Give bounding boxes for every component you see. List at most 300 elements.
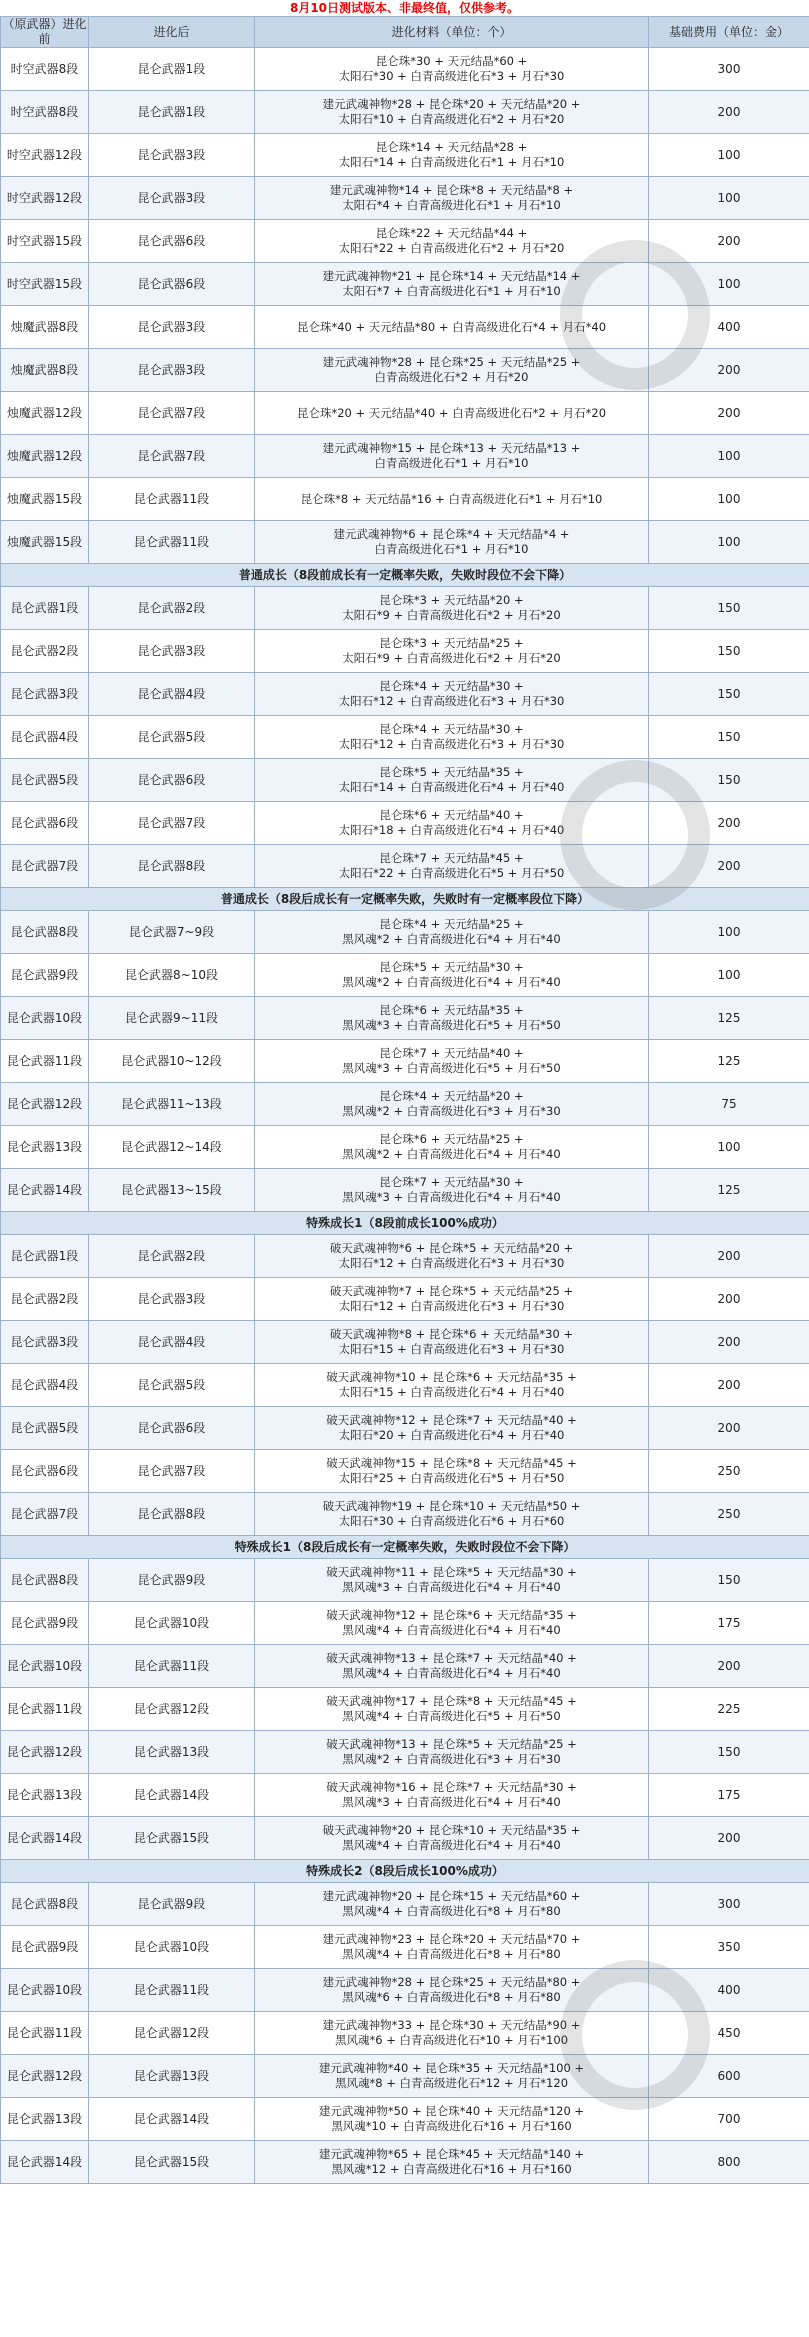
weapon-after-cell: 昆仑武器11段 — [89, 521, 255, 564]
weapon-before-cell: 昆仑武器6段 — [1, 802, 89, 845]
weapon-before-cell: 昆仑武器6段 — [1, 1450, 89, 1493]
materials-line: 昆仑珠*22 + 天元结晶*44 + — [375, 226, 528, 240]
table-row — [1, 1040, 809, 1083]
table-row — [1, 1493, 809, 1536]
materials-line: 黑风魂*2 + 白青高级进化石*4 + 月石*40 — [342, 1147, 561, 1161]
weapon-after-cell: 昆仑武器7段 — [89, 802, 255, 845]
materials-cell — [255, 1688, 649, 1731]
notice-banner: 8月10日测试版本、非最终值，仅供参考。 — [289, 1, 520, 15]
materials-line: 建元武魂神物*28 + 昆仑珠*25 + 天元结晶*80 + — [322, 1975, 581, 1989]
weapon-after-cell: 昆仑武器5段 — [89, 1364, 255, 1407]
weapon-after-cell: 昆仑武器8段 — [89, 845, 255, 888]
fee-cell: 200 — [649, 1235, 809, 1278]
materials-line: 建元武魂神物*40 + 昆仑珠*35 + 天元结晶*100 + — [318, 2061, 585, 2075]
materials-line: 昆仑珠*4 + 天元结晶*30 + — [379, 679, 524, 693]
section-title: 普通成长（8段后成长有一定概率失败，失败时有一定概率段位下降） — [1, 888, 809, 911]
weapon-before-cell: 烛魔武器15段 — [1, 521, 89, 564]
table-row — [1, 1083, 809, 1126]
materials-line: 太阳石*15 + 白青高级进化石*4 + 月石*40 — [338, 1385, 565, 1399]
materials-line: 太阳石*12 + 白青高级进化石*3 + 月石*30 — [338, 694, 565, 708]
weapon-before-cell: 烛魔武器8段 — [1, 349, 89, 392]
materials-line: 昆仑珠*40 + 天元结晶*80 + 白青高级进化石*4 + 月石*40 — [296, 319, 607, 334]
fee-cell: 100 — [649, 954, 809, 997]
weapon-after-cell: 昆仑武器9段 — [89, 1883, 255, 1926]
section-header-row — [1, 564, 809, 587]
fee-cell: 100 — [649, 177, 809, 220]
fee-cell: 175 — [649, 1602, 809, 1645]
materials-line: 破天武魂神物*13 + 昆仑珠*7 + 天元结晶*40 + — [326, 1651, 577, 1665]
materials-cell — [255, 1817, 649, 1860]
fee-cell: 100 — [649, 263, 809, 306]
weapon-before-cell: 昆仑武器11段 — [1, 1688, 89, 1731]
weapon-before-cell: 昆仑武器4段 — [1, 716, 89, 759]
materials-cell — [255, 1645, 649, 1688]
weapon-before-cell: 烛魔武器12段 — [1, 435, 89, 478]
fee-cell: 250 — [649, 1493, 809, 1536]
fee-cell: 200 — [649, 1817, 809, 1860]
weapon-after-cell: 昆仑武器10~12段 — [89, 1040, 255, 1083]
fee-cell: 200 — [649, 392, 809, 435]
header-fee: 基础费用（单位：金） — [649, 17, 809, 48]
weapon-after-cell: 昆仑武器6段 — [89, 220, 255, 263]
fee-cell: 300 — [649, 48, 809, 91]
weapon-before-cell: 昆仑武器13段 — [1, 2098, 89, 2141]
weapon-after-cell: 昆仑武器13段 — [89, 2055, 255, 2098]
table-row — [1, 48, 809, 91]
materials-cell — [255, 1235, 649, 1278]
table-row — [1, 220, 809, 263]
weapon-after-cell: 昆仑武器5段 — [89, 716, 255, 759]
materials-cell — [255, 954, 649, 997]
table-row — [1, 1169, 809, 1212]
materials-cell — [255, 630, 649, 673]
materials-line: 太阳石*7 + 白青高级进化石*1 + 月石*10 — [342, 284, 561, 298]
fee-cell: 200 — [649, 1645, 809, 1688]
materials-line: 昆仑珠*5 + 天元结晶*35 + — [379, 765, 524, 779]
table-row — [1, 521, 809, 564]
weapon-before-cell: 昆仑武器9段 — [1, 954, 89, 997]
weapon-after-cell: 昆仑武器12~14段 — [89, 1126, 255, 1169]
table-row — [1, 1235, 809, 1278]
materials-line: 破天武魂神物*13 + 昆仑珠*5 + 天元结晶*25 + — [326, 1737, 577, 1751]
materials-line: 黑风魂*2 + 白青高级进化石*3 + 月石*30 — [342, 1752, 561, 1766]
materials-cell — [255, 2098, 649, 2141]
weapon-after-cell: 昆仑武器14段 — [89, 1774, 255, 1817]
materials-line: 黑风魂*6 + 白青高级进化石*10 + 月石*100 — [334, 2033, 569, 2047]
materials-cell — [255, 134, 649, 177]
materials-cell — [255, 716, 649, 759]
materials-cell — [255, 1126, 649, 1169]
section-header-row — [1, 1536, 809, 1559]
weapon-after-cell: 昆仑武器7~9段 — [89, 911, 255, 954]
weapon-before-cell: 时空武器15段 — [1, 263, 89, 306]
table-row — [1, 1969, 809, 2012]
materials-line: 建元武魂神物*28 + 昆仑珠*25 + 天元结晶*25 + — [322, 355, 581, 369]
materials-cell — [255, 1364, 649, 1407]
weapon-after-cell: 昆仑武器7段 — [89, 435, 255, 478]
materials-line: 破天武魂神物*19 + 昆仑珠*10 + 天元结晶*50 + — [322, 1499, 581, 1513]
materials-line: 昆仑珠*5 + 天元结晶*30 + — [379, 960, 524, 974]
weapon-before-cell: 时空武器8段 — [1, 91, 89, 134]
materials-line: 建元武魂神物*65 + 昆仑珠*45 + 天元结晶*140 + — [318, 2147, 585, 2161]
weapon-before-cell: 烛魔武器12段 — [1, 392, 89, 435]
table-row — [1, 1774, 809, 1817]
materials-line: 黑风魂*12 + 白青高级进化石*16 + 月石*160 — [331, 2162, 572, 2176]
weapon-before-cell: 昆仑武器2段 — [1, 630, 89, 673]
weapon-before-cell: 昆仑武器10段 — [1, 1969, 89, 2012]
weapon-after-cell: 昆仑武器2段 — [89, 1235, 255, 1278]
weapon-before-cell: 时空武器12段 — [1, 177, 89, 220]
materials-line: 太阳石*18 + 白青高级进化石*4 + 月石*40 — [338, 823, 565, 837]
materials-line: 黑风魂*2 + 白青高级进化石*4 + 月石*40 — [342, 932, 561, 946]
weapon-before-cell: 昆仑武器13段 — [1, 1774, 89, 1817]
fee-cell: 125 — [649, 1169, 809, 1212]
fee-cell: 125 — [649, 1040, 809, 1083]
fee-cell: 250 — [649, 1450, 809, 1493]
materials-line: 昆仑珠*4 + 天元结晶*30 + — [379, 722, 524, 736]
fee-cell: 100 — [649, 911, 809, 954]
weapon-before-cell: 昆仑武器13段 — [1, 1126, 89, 1169]
fee-cell: 175 — [649, 1774, 809, 1817]
weapon-before-cell: 时空武器15段 — [1, 220, 89, 263]
materials-line: 黑风魂*8 + 白青高级进化石*12 + 月石*120 — [334, 2076, 569, 2090]
materials-cell — [255, 2012, 649, 2055]
section-header-row — [1, 888, 809, 911]
materials-line: 破天武魂神物*12 + 昆仑珠*7 + 天元结晶*40 + — [326, 1413, 577, 1427]
materials-cell — [255, 1883, 649, 1926]
fee-cell: 200 — [649, 220, 809, 263]
weapon-after-cell: 昆仑武器11段 — [89, 1645, 255, 1688]
materials-line: 太阳石*14 + 白青高级进化石*4 + 月石*40 — [338, 780, 565, 794]
table-row — [1, 673, 809, 716]
weapon-after-cell: 昆仑武器12段 — [89, 2012, 255, 2055]
section-title: 特殊成长1（8段前成长100%成功） — [1, 1212, 809, 1235]
weapon-before-cell: 昆仑武器14段 — [1, 2141, 89, 2184]
materials-cell — [255, 845, 649, 888]
table-row — [1, 478, 809, 521]
fee-cell: 100 — [649, 521, 809, 564]
evolution-table — [0, 16, 809, 2184]
weapon-before-cell: 昆仑武器5段 — [1, 1407, 89, 1450]
materials-line: 黑风魂*3 + 白青高级进化石*4 + 月石*40 — [342, 1190, 561, 1204]
weapon-before-cell: 时空武器12段 — [1, 134, 89, 177]
materials-line: 太阳石*4 + 白青高级进化石*1 + 月石*10 — [342, 198, 561, 212]
table-row — [1, 349, 809, 392]
table-row — [1, 587, 809, 630]
table-row — [1, 134, 809, 177]
weapon-before-cell: 昆仑武器7段 — [1, 1493, 89, 1536]
materials-line: 昆仑珠*8 + 天元结晶*16 + 白青高级进化石*1 + 月石*10 — [300, 491, 603, 506]
table-row — [1, 1364, 809, 1407]
table-row — [1, 802, 809, 845]
materials-line: 破天武魂神物*11 + 昆仑珠*5 + 天元结晶*30 + — [326, 1565, 577, 1579]
weapon-after-cell: 昆仑武器10段 — [89, 1602, 255, 1645]
fee-cell: 300 — [649, 1883, 809, 1926]
table-row — [1, 2141, 809, 2184]
weapon-before-cell: 昆仑武器7段 — [1, 845, 89, 888]
table-row — [1, 1817, 809, 1860]
materials-cell — [255, 1040, 649, 1083]
materials-line: 昆仑珠*7 + 天元结晶*40 + — [379, 1046, 524, 1060]
fee-cell: 125 — [649, 997, 809, 1040]
materials-cell — [255, 587, 649, 630]
weapon-before-cell: 昆仑武器4段 — [1, 1364, 89, 1407]
fee-cell: 600 — [649, 2055, 809, 2098]
table-row — [1, 1407, 809, 1450]
table-row — [1, 630, 809, 673]
weapon-after-cell: 昆仑武器15段 — [89, 1817, 255, 1860]
weapon-before-cell: 昆仑武器9段 — [1, 1926, 89, 1969]
weapon-before-cell: 烛魔武器15段 — [1, 478, 89, 521]
materials-cell — [255, 1278, 649, 1321]
materials-line: 黑风魂*3 + 白青高级进化石*4 + 月石*40 — [342, 1795, 561, 1809]
materials-line: 太阳石*12 + 白青高级进化石*3 + 月石*30 — [338, 1299, 565, 1313]
header-after: 进化后 — [89, 17, 255, 48]
weapon-after-cell: 昆仑武器8~10段 — [89, 954, 255, 997]
weapon-after-cell: 昆仑武器1段 — [89, 91, 255, 134]
fee-cell: 75 — [649, 1083, 809, 1126]
materials-line: 太阳石*14 + 白青高级进化石*1 + 月石*10 — [338, 155, 565, 169]
fee-cell: 400 — [649, 306, 809, 349]
table-header-row — [1, 17, 809, 48]
fee-cell: 100 — [649, 134, 809, 177]
materials-cell — [255, 1169, 649, 1212]
weapon-before-cell: 昆仑武器12段 — [1, 2055, 89, 2098]
materials-cell — [255, 673, 649, 716]
fee-cell: 700 — [649, 2098, 809, 2141]
weapon-before-cell: 昆仑武器11段 — [1, 2012, 89, 2055]
materials-line: 昆仑珠*30 + 天元结晶*60 + — [375, 54, 528, 68]
weapon-after-cell: 昆仑武器7段 — [89, 1450, 255, 1493]
table-row — [1, 911, 809, 954]
materials-line: 黑风魂*4 + 白青高级进化石*8 + 月石*80 — [342, 1947, 561, 1961]
materials-line: 白青高级进化石*2 + 月石*20 — [374, 370, 529, 384]
table-row — [1, 716, 809, 759]
materials-line: 太阳石*12 + 白青高级进化石*3 + 月石*30 — [338, 737, 565, 751]
materials-line: 破天武魂神物*10 + 昆仑珠*6 + 天元结晶*35 + — [326, 1370, 577, 1384]
table-row — [1, 759, 809, 802]
materials-line: 黑风魂*3 + 白青高级进化石*5 + 月石*50 — [342, 1018, 561, 1032]
fee-cell: 200 — [649, 1407, 809, 1450]
table-row — [1, 2098, 809, 2141]
materials-line: 黑风魂*4 + 白青高级进化石*4 + 月石*40 — [342, 1623, 561, 1637]
materials-line: 昆仑珠*7 + 天元结晶*45 + — [379, 851, 524, 865]
fee-cell: 225 — [649, 1688, 809, 1731]
materials-line: 昆仑珠*4 + 天元结晶*20 + — [379, 1089, 524, 1103]
materials-line: 黑风魂*6 + 白青高级进化石*8 + 月石*80 — [342, 1990, 561, 2004]
header-materials: 进化材料（单位：个） — [255, 17, 649, 48]
materials-line: 破天武魂神物*8 + 昆仑珠*6 + 天元结晶*30 + — [329, 1327, 574, 1341]
table-row — [1, 177, 809, 220]
table-row — [1, 1321, 809, 1364]
weapon-after-cell: 昆仑武器10段 — [89, 1926, 255, 1969]
weapon-after-cell: 昆仑武器3段 — [89, 349, 255, 392]
materials-cell — [255, 2141, 649, 2184]
materials-line: 太阳石*20 + 白青高级进化石*4 + 月石*40 — [338, 1428, 565, 1442]
materials-cell — [255, 997, 649, 1040]
table-row — [1, 1731, 809, 1774]
fee-cell: 450 — [649, 2012, 809, 2055]
weapon-before-cell: 昆仑武器14段 — [1, 1169, 89, 1212]
section-header-row — [1, 1860, 809, 1883]
weapon-after-cell: 昆仑武器12段 — [89, 1688, 255, 1731]
materials-cell — [255, 478, 649, 521]
weapon-before-cell: 烛魔武器8段 — [1, 306, 89, 349]
weapon-before-cell: 昆仑武器2段 — [1, 1278, 89, 1321]
fee-cell: 350 — [649, 1926, 809, 1969]
weapon-before-cell: 昆仑武器1段 — [1, 1235, 89, 1278]
materials-line: 建元武魂神物*15 + 昆仑珠*13 + 天元结晶*13 + — [322, 441, 581, 455]
fee-cell: 150 — [649, 673, 809, 716]
weapon-before-cell: 昆仑武器14段 — [1, 1817, 89, 1860]
weapon-after-cell: 昆仑武器3段 — [89, 1278, 255, 1321]
weapon-after-cell: 昆仑武器3段 — [89, 177, 255, 220]
weapon-after-cell: 昆仑武器7段 — [89, 392, 255, 435]
materials-cell — [255, 435, 649, 478]
materials-line: 黑风魂*4 + 白青高级进化石*4 + 月石*40 — [342, 1666, 561, 1680]
materials-cell — [255, 1969, 649, 2012]
materials-line: 建元武魂神物*50 + 昆仑珠*40 + 天元结晶*120 + — [318, 2104, 585, 2118]
materials-line: 太阳石*30 + 白青高级进化石*3 + 月石*30 — [338, 69, 565, 83]
materials-line: 昆仑珠*6 + 天元结晶*25 + — [379, 1132, 524, 1146]
weapon-after-cell: 昆仑武器9~11段 — [89, 997, 255, 1040]
table-row — [1, 2055, 809, 2098]
weapon-after-cell: 昆仑武器6段 — [89, 1407, 255, 1450]
table-row — [1, 1450, 809, 1493]
weapon-after-cell: 昆仑武器11段 — [89, 1969, 255, 2012]
weapon-before-cell: 昆仑武器5段 — [1, 759, 89, 802]
weapon-before-cell: 昆仑武器9段 — [1, 1602, 89, 1645]
evolution-table-body — [1, 17, 809, 2184]
materials-line: 白青高级进化石*1 + 月石*10 — [374, 456, 529, 470]
materials-cell — [255, 392, 649, 435]
fee-cell: 150 — [649, 1559, 809, 1602]
materials-cell — [255, 521, 649, 564]
materials-line: 太阳石*10 + 白青高级进化石*2 + 月石*20 — [338, 112, 565, 126]
weapon-after-cell: 昆仑武器11~13段 — [89, 1083, 255, 1126]
header-before: （原武器）进化前 — [2, 17, 87, 46]
materials-cell — [255, 1083, 649, 1126]
weapon-after-cell: 昆仑武器13段 — [89, 1731, 255, 1774]
materials-cell — [255, 349, 649, 392]
materials-cell — [255, 306, 649, 349]
materials-line: 建元武魂神物*20 + 昆仑珠*15 + 天元结晶*60 + — [322, 1889, 581, 1903]
table-row — [1, 1688, 809, 1731]
materials-line: 昆仑珠*3 + 天元结晶*20 + — [379, 593, 524, 607]
table-row — [1, 1883, 809, 1926]
materials-cell — [255, 1774, 649, 1817]
weapon-before-cell: 昆仑武器8段 — [1, 1883, 89, 1926]
materials-line: 破天武魂神物*7 + 昆仑珠*5 + 天元结晶*25 + — [329, 1284, 574, 1298]
materials-cell — [255, 1493, 649, 1536]
weapon-after-cell: 昆仑武器4段 — [89, 1321, 255, 1364]
materials-cell — [255, 220, 649, 263]
weapon-after-cell: 昆仑武器1段 — [89, 48, 255, 91]
materials-line: 建元武魂神物*23 + 昆仑珠*20 + 天元结晶*70 + — [322, 1932, 581, 1946]
materials-line: 太阳石*22 + 白青高级进化石*2 + 月石*20 — [338, 241, 565, 255]
table-row — [1, 1645, 809, 1688]
table-row — [1, 435, 809, 478]
materials-line: 黑风魂*3 + 白青高级进化石*4 + 月石*40 — [342, 1580, 561, 1594]
weapon-after-cell: 昆仑武器9段 — [89, 1559, 255, 1602]
materials-line: 建元武魂神物*21 + 昆仑珠*14 + 天元结晶*14 + — [322, 269, 581, 283]
materials-cell — [255, 1926, 649, 1969]
fee-cell: 150 — [649, 1731, 809, 1774]
materials-cell — [255, 177, 649, 220]
weapon-before-cell: 昆仑武器8段 — [1, 1559, 89, 1602]
materials-line: 太阳石*25 + 白青高级进化石*5 + 月石*50 — [338, 1471, 565, 1485]
materials-line: 破天武魂神物*15 + 昆仑珠*8 + 天元结晶*45 + — [326, 1456, 577, 1470]
materials-line: 黑风魂*10 + 白青高级进化石*16 + 月石*160 — [331, 2119, 572, 2133]
weapon-before-cell: 昆仑武器1段 — [1, 587, 89, 630]
materials-line: 太阳石*12 + 白青高级进化石*3 + 月石*30 — [338, 1256, 565, 1270]
materials-cell — [255, 1559, 649, 1602]
materials-line: 昆仑珠*14 + 天元结晶*28 + — [375, 140, 528, 154]
weapon-before-cell: 时空武器8段 — [1, 48, 89, 91]
materials-line: 白青高级进化石*1 + 月石*10 — [374, 542, 529, 556]
materials-line: 黑风魂*2 + 白青高级进化石*3 + 月石*30 — [342, 1104, 561, 1118]
section-header-row — [1, 1212, 809, 1235]
materials-line: 太阳石*22 + 白青高级进化石*5 + 月石*50 — [338, 866, 565, 880]
materials-line: 昆仑珠*20 + 天元结晶*40 + 白青高级进化石*2 + 月石*20 — [296, 405, 607, 420]
materials-cell — [255, 1731, 649, 1774]
table-row — [1, 91, 809, 134]
table-row — [1, 306, 809, 349]
materials-line: 太阳石*15 + 白青高级进化石*3 + 月石*30 — [338, 1342, 565, 1356]
table-row — [1, 263, 809, 306]
section-title: 特殊成长1（8段后成长有一定概率失败，失败时段位不会下降） — [1, 1536, 809, 1559]
section-title: 特殊成长2（8段后成长100%成功） — [1, 1860, 809, 1883]
materials-line: 黑风魂*2 + 白青高级进化石*4 + 月石*40 — [342, 975, 561, 989]
materials-line: 昆仑珠*4 + 天元结晶*25 + — [379, 917, 524, 931]
materials-line: 黑风魂*4 + 白青高级进化石*5 + 月石*50 — [342, 1709, 561, 1723]
materials-line: 破天武魂神物*6 + 昆仑珠*5 + 天元结晶*20 + — [329, 1241, 574, 1255]
weapon-after-cell: 昆仑武器3段 — [89, 630, 255, 673]
fee-cell: 200 — [649, 845, 809, 888]
materials-line: 破天武魂神物*16 + 昆仑珠*7 + 天元结晶*30 + — [326, 1780, 577, 1794]
materials-line: 昆仑珠*6 + 天元结晶*35 + — [379, 1003, 524, 1017]
table-row — [1, 392, 809, 435]
fee-cell: 150 — [649, 716, 809, 759]
materials-line: 昆仑珠*6 + 天元结晶*40 + — [379, 808, 524, 822]
fee-cell: 200 — [649, 1278, 809, 1321]
weapon-after-cell: 昆仑武器6段 — [89, 263, 255, 306]
materials-cell — [255, 1407, 649, 1450]
table-row — [1, 1926, 809, 1969]
materials-cell — [255, 1321, 649, 1364]
materials-cell — [255, 759, 649, 802]
materials-line: 黑风魂*4 + 白青高级进化石*4 + 月石*40 — [342, 1838, 561, 1852]
table-row — [1, 845, 809, 888]
weapon-after-cell: 昆仑武器8段 — [89, 1493, 255, 1536]
materials-line: 建元武魂神物*14 + 昆仑珠*8 + 天元结晶*8 + — [329, 183, 574, 197]
section-title: 普通成长（8段前成长有一定概率失败，失败时段位不会下降） — [1, 564, 809, 587]
fee-cell: 200 — [649, 91, 809, 134]
materials-line: 黑风魂*4 + 白青高级进化石*8 + 月石*80 — [342, 1904, 561, 1918]
weapon-after-cell: 昆仑武器3段 — [89, 134, 255, 177]
table-row — [1, 2012, 809, 2055]
weapon-before-cell: 昆仑武器10段 — [1, 1645, 89, 1688]
table-row — [1, 1126, 809, 1169]
weapon-after-cell: 昆仑武器3段 — [89, 306, 255, 349]
materials-cell — [255, 48, 649, 91]
materials-cell — [255, 1602, 649, 1645]
materials-cell — [255, 911, 649, 954]
materials-line: 建元武魂神物*28 + 昆仑珠*20 + 天元结晶*20 + — [322, 97, 581, 111]
fee-cell: 200 — [649, 1321, 809, 1364]
weapon-after-cell: 昆仑武器2段 — [89, 587, 255, 630]
materials-line: 建元武魂神物*6 + 昆仑珠*4 + 天元结晶*4 + — [333, 527, 570, 541]
